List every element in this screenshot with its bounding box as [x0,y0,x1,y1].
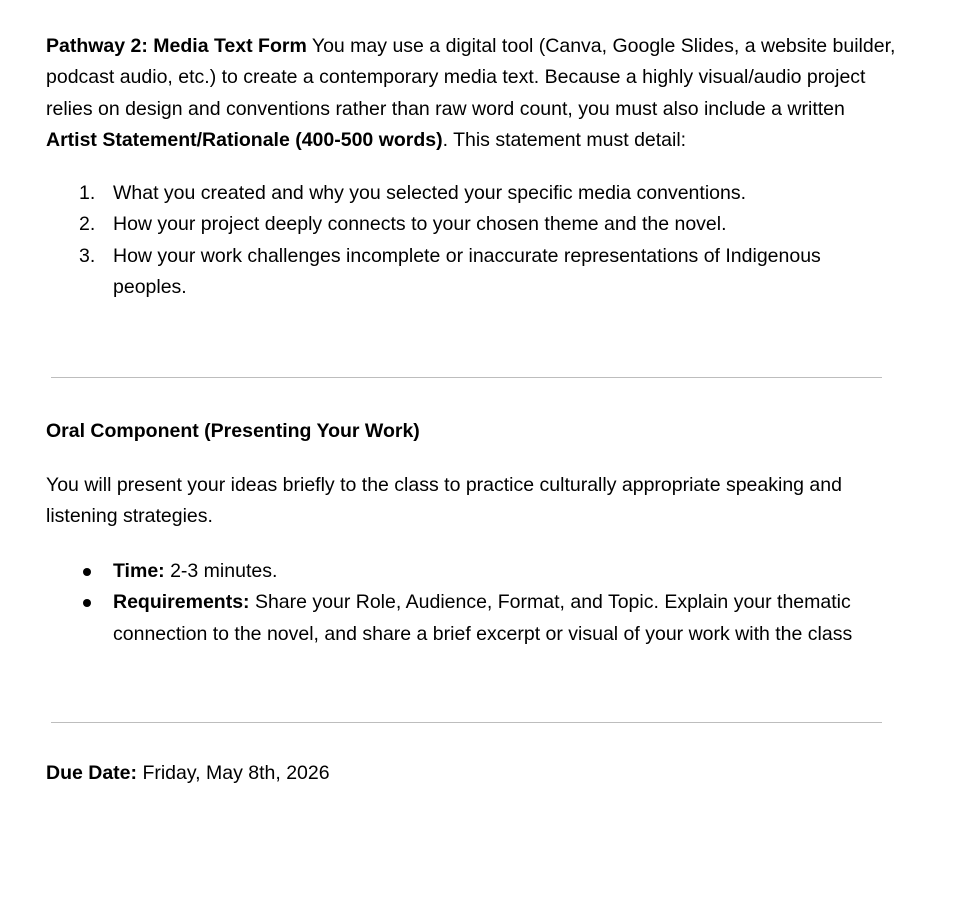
bullet-text: Share your Role, Audience, Format, and Topic. Explain your thematic connection to the novel, and share a brief excerpt or visual of your work with the class [113,591,853,645]
pathway-heading: Pathway 2: Media Text Form [46,35,307,57]
oral-requirements-list [46,556,896,650]
bullet-label: Requirements: [113,591,250,614]
oral-heading-text: Oral Component (Presenting Your Work) [46,420,420,442]
bullet-text: 2-3 minutes. [164,560,278,582]
due-date-label: Due Date: [46,762,138,784]
list-number: 2. [79,213,96,236]
pathway-paragraph [46,31,896,156]
bullet-label: Time: [113,560,165,582]
list-item-text: What you created and why you selected your specific media conventions. [113,182,747,205]
list-item [46,587,896,650]
list-item-text: How your project deeply connects to your chosen theme and the novel. [113,213,727,236]
section-divider [51,377,882,378]
list-number: 1. [79,182,96,205]
list-item [46,556,896,587]
list-item-text: How your work challenges incomplete or inaccurate representations of Indigenous peoples. [113,244,821,299]
list-item [46,241,896,304]
due-date-value: Friday, May 8th, 2026 [137,762,330,784]
list-number: 3. [79,244,96,267]
artist-statement-term: Artist Statement/Rationale (400-500 words) [46,128,443,151]
list-item [46,209,896,240]
bullet-icon [83,568,91,576]
oral-section-heading [46,416,420,447]
section-divider [51,722,882,723]
bullet-icon [83,599,91,607]
list-item [46,178,896,209]
pathway-text-after: . This statement must detail: [442,128,687,151]
document-page [46,31,896,784]
oral-description: You will present your ideas briefly to the class to practice culturally appropriate speaking and listening strategies. [46,474,842,528]
pathway-text-before: You may use a digital tool (Canva, Google Slides, a website builder, podcast audio, etc.) to create a contemporary media text. Because a highly visual/audio project relies on design and conventions rather than raw word count, you must also include a written [46,35,896,120]
due-date-line [46,758,330,789]
statement-requirements-list [46,178,896,303]
